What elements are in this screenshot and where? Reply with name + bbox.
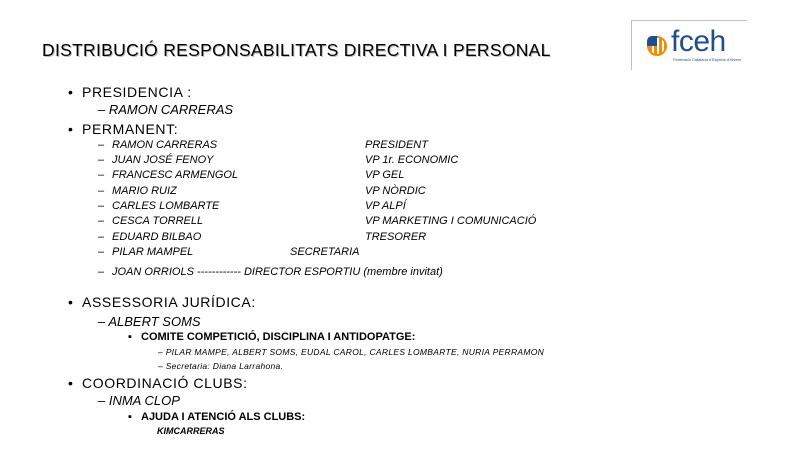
presidencia-member: – RAMON CARRERAS [98,102,234,117]
assessoria-member: – ALBERT SOMS [98,314,201,329]
member-role: TRESORER [365,231,427,243]
logo-subtitle: Federació Catalana d'Esports d'Hivern [673,57,742,62]
bullet-icon: • [68,84,74,100]
square-bullet-icon: ▪ [128,411,132,423]
member-role: PRESIDENT [365,139,428,151]
section-heading: PERMANENT: [82,121,179,137]
member-name: JUAN JOSÉ FENOY [112,154,214,166]
fceh-emblem-icon [647,36,667,56]
member-role: VP 1r. ECONOMIC [365,154,459,166]
committee-members: – PILAR MAMPE, ALBERT SOMS, EUDAL CAROL, CARLES LOMBARTE, NURIA PERRAMON [158,347,545,357]
logo-top-line [631,20,747,21]
member-name: PILAR MAMPEL [112,246,194,258]
member-role: VP ALPÍ [365,200,406,212]
member-name: CARLES LOMBARTE [112,200,220,212]
member-name: RAMON CARRERAS [112,139,218,151]
fceh-logo [641,24,751,68]
member-name: CESCA TORRELL [112,215,204,227]
committee-secretary: – Secretaria: Diana Larrahona. [158,361,284,371]
coordinacio-member: – INMA CLOP [98,393,180,408]
bullet-icon: • [68,121,74,137]
section-heading: COORDINACIÓ CLUBS: [82,375,248,391]
bullet-icon: • [68,375,74,391]
section-heading: ASSESSORIA JURÍDICA: [82,294,256,310]
member-name: EDUARD BILBAO [112,231,202,243]
bullet-icon: • [68,294,74,310]
member-role: VP GEL [365,169,405,181]
member-role: SECRETARIA [290,246,360,258]
page-title: DISTRIBUCIÓ RESPONSABILITATS DIRECTIVA I PERSONAL [42,40,551,60]
square-bullet-icon: ▪ [128,331,132,343]
logo-divider [631,20,632,70]
clubs-contact: KIMCARRERAS [157,426,225,436]
logo-text: fceh [671,25,726,58]
member-name: MARIO RUIZ [112,185,177,197]
member-name: FRANCESC ARMENGOL [112,169,239,181]
member-role: VP NÒRDIC [365,185,426,197]
guest-member-line: JOAN ORRIOLS ------------ DIRECTOR ESPORTIU (membre invitat) [112,266,443,278]
section-heading: PRESIDENCIA : [82,84,192,100]
member-role: VP MARKETING I COMUNICACIÓ [365,215,537,227]
